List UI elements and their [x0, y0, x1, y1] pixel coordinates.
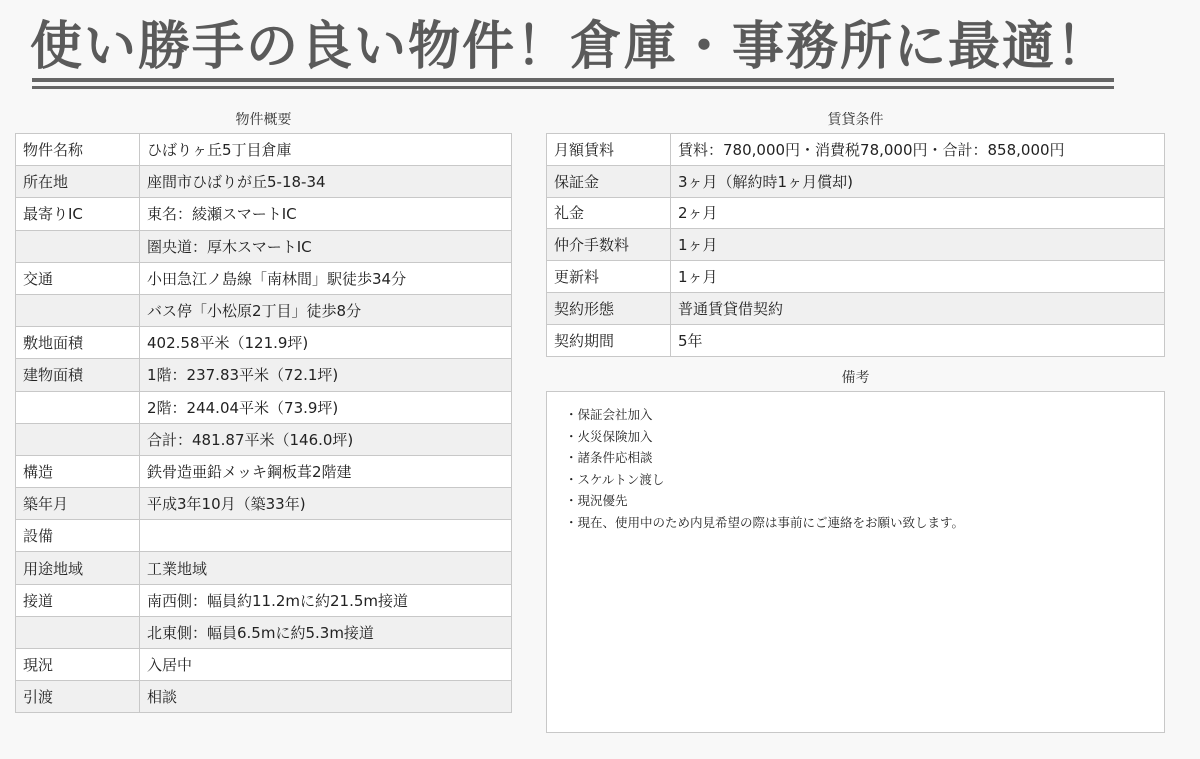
row-value: 2ヶ月 — [671, 197, 1165, 229]
row-value: 鉄骨造亜鉛メッキ鋼板葺2階建 — [140, 455, 512, 487]
row-label: 所在地 — [16, 166, 140, 198]
row-label — [16, 230, 140, 262]
row-label: 敷地面積 — [16, 327, 140, 359]
list-item: ・現在、使用中のため内見希望の際は事前にご連絡をお願い致します。 — [565, 514, 965, 530]
row-value: 5年 — [671, 324, 1165, 356]
notes-box — [546, 391, 1165, 733]
row-label: 契約期間 — [547, 324, 671, 356]
list-item: ・諸条件応相談 — [565, 450, 653, 465]
table-row — [547, 261, 1165, 293]
row-label: 接道 — [16, 584, 140, 616]
row-label: 建物面積 — [16, 359, 140, 391]
row-value: 入居中 — [140, 649, 512, 681]
list-item: ・スケルトン渡し — [565, 471, 665, 487]
row-label: 交通 — [16, 262, 140, 294]
row-label: 契約形態 — [547, 292, 671, 324]
row-value: 普通賃貸借契約 — [671, 292, 1165, 324]
row-value: 小田急江ノ島線「南林間」駅徒歩34分 — [140, 262, 512, 294]
row-value: 座間市ひばりが丘5-18-34 — [140, 166, 512, 198]
table-row — [16, 584, 512, 616]
row-value: 東名：綾瀬スマートIC — [140, 198, 512, 230]
table-row — [16, 649, 512, 681]
row-value: 2階：244.04平米（73.9坪) — [140, 391, 512, 423]
row-label: 引渡 — [16, 681, 140, 713]
row-value: 合計：481.87平米（146.0坪) — [140, 423, 512, 455]
row-value: バス停「小松原2丁目」徒歩8分 — [140, 294, 512, 326]
notes-caption: 備考 — [841, 370, 870, 386]
table-row — [16, 423, 512, 455]
table-row — [16, 294, 512, 326]
row-value: 南西側：幅員約11.2mに約21.5m接道 — [140, 584, 512, 616]
table-row — [547, 292, 1165, 324]
table-row — [547, 324, 1165, 356]
lease-caption: 賃貸条件 — [827, 112, 884, 128]
row-label: 設備 — [16, 520, 140, 552]
overview-table — [15, 133, 512, 713]
row-value: 工業地域 — [140, 552, 512, 584]
table-row — [547, 197, 1165, 229]
table-row — [16, 520, 512, 552]
row-value: 3ヶ月（解約時1ヶ月償却) — [671, 165, 1165, 197]
row-label: 用途地域 — [16, 552, 140, 584]
row-label: 保証金 — [547, 165, 671, 197]
table-row — [16, 327, 512, 359]
notes-list — [547, 392, 1164, 533]
row-value: 北東側：幅員6.5mに約5.3m接道 — [140, 616, 512, 648]
table-row — [16, 616, 512, 648]
table-row — [547, 229, 1165, 261]
row-value: 1階：237.83平米（72.1坪) — [140, 359, 512, 391]
row-value: ひばりヶ丘5丁目倉庫 — [140, 134, 512, 166]
row-label — [16, 294, 140, 326]
row-value: 1ヶ月 — [671, 229, 1165, 261]
row-label: 現況 — [16, 649, 140, 681]
row-label: 礼金 — [547, 197, 671, 229]
row-value: 402.58平米（121.9坪) — [140, 327, 512, 359]
table-row — [547, 134, 1165, 166]
table-row — [16, 134, 512, 166]
table-row — [16, 681, 512, 713]
list-item: ・火災保険加入 — [565, 428, 653, 444]
table-row — [16, 488, 512, 520]
table-row — [16, 552, 512, 584]
overview-caption: 物件概要 — [235, 112, 292, 128]
lease-table — [546, 133, 1165, 357]
row-label — [16, 616, 140, 648]
table-row — [16, 166, 512, 198]
table-row — [16, 455, 512, 487]
table-row — [16, 262, 512, 294]
row-value: 1ヶ月 — [671, 261, 1165, 293]
title-divider-top — [32, 78, 1114, 82]
row-label — [16, 423, 140, 455]
row-value: 圏央道：厚木スマートIC — [140, 230, 512, 262]
row-value: 平成3年10月（築33年) — [140, 488, 512, 520]
row-label — [16, 391, 140, 423]
table-row — [16, 359, 512, 391]
page-title: 使い勝手の良い物件！倉庫・事務所に最適！ — [30, 17, 1111, 77]
row-label: 構造 — [16, 455, 140, 487]
table-row — [16, 230, 512, 262]
list-item: ・保証会社加入 — [565, 407, 653, 422]
row-label: 更新料 — [547, 261, 671, 293]
title-divider-bottom — [32, 86, 1114, 89]
row-label: 月額賃料 — [547, 134, 671, 166]
table-row — [547, 165, 1165, 197]
row-value: 相談 — [140, 681, 512, 713]
list-item: ・現況優先 — [565, 493, 628, 508]
row-label: 物件名称 — [16, 134, 140, 166]
table-row — [16, 198, 512, 230]
table-row — [16, 391, 512, 423]
row-label: 築年月 — [16, 488, 140, 520]
row-value: 賃料：780,000円・消費税78,000円・合計：858,000円 — [671, 134, 1165, 166]
row-label: 最寄りIC — [16, 198, 140, 230]
row-value — [140, 520, 512, 552]
row-label: 仲介手数料 — [547, 229, 671, 261]
